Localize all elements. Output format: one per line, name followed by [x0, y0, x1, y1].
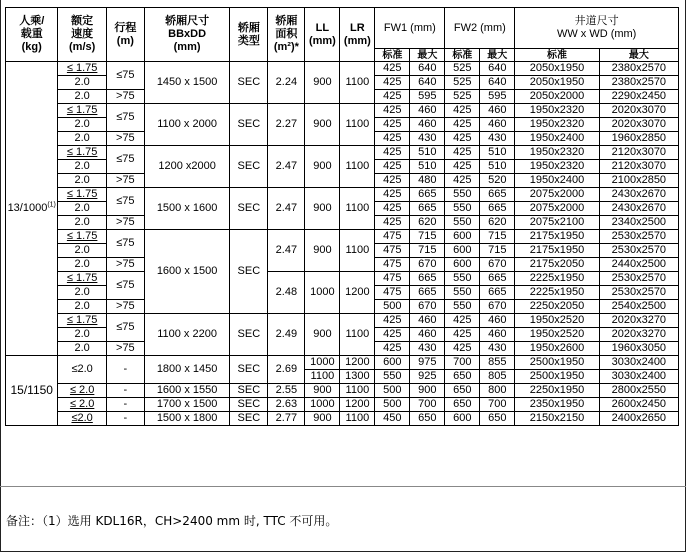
fw2-max-cell: 430 [480, 132, 515, 146]
car-type-cell: SEC [230, 230, 268, 314]
fw2-max-cell: 510 [480, 146, 515, 160]
header-load: 人乘/ 载重 (kg) [6, 8, 58, 62]
ll-cell: 900 [305, 62, 340, 104]
fw1-std-cell: 425 [375, 104, 410, 118]
fw2-std-cell: 550 [445, 216, 480, 230]
load-cell [6, 62, 58, 356]
header-fw1-std: 标准 [375, 49, 410, 62]
ww-std-cell: 2175x2050 [515, 258, 599, 272]
fw2-std-cell: 425 [445, 342, 480, 356]
ww-max-cell: 2380x2570 [599, 76, 678, 90]
fw1-max-cell: 665 [410, 202, 445, 216]
fw1-max-cell: 510 [410, 160, 445, 174]
ww-std-cell: 2075x2000 [515, 188, 599, 202]
speed-cell: ≤ 2.0 [58, 398, 106, 412]
car-area-cell: 2.77 [268, 412, 305, 426]
fw1-std-cell: 425 [375, 146, 410, 160]
travel-cell: >75 [106, 90, 144, 104]
travel-cell: >75 [106, 342, 144, 356]
fw1-max-cell: 640 [410, 76, 445, 90]
fw2-max-cell: 715 [480, 230, 515, 244]
speed-cell: ≤ 1.75 [58, 62, 106, 76]
fw1-std-cell: 450 [375, 412, 410, 426]
ww-std-cell: 2250x1950 [515, 384, 599, 398]
fw2-max-cell: 460 [480, 314, 515, 328]
speed-cell: 2.0 [58, 216, 106, 230]
fw1-max-cell: 650 [410, 412, 445, 426]
car-type-cell: SEC [230, 62, 268, 104]
fw2-max-cell: 640 [480, 76, 515, 90]
fw2-std-cell: 600 [445, 412, 480, 426]
fw2-max-cell: 800 [480, 384, 515, 398]
ll-cell: 900 [305, 412, 340, 426]
fw1-max-cell: 460 [410, 314, 445, 328]
ww-max-cell: 2020x3270 [599, 314, 678, 328]
table-row [6, 62, 679, 76]
header-ww-std: 标准 [515, 49, 599, 62]
ww-std-cell: 1950x2520 [515, 314, 599, 328]
ww-std-cell: 2175x1950 [515, 244, 599, 258]
load-footnote-mark: (1) [47, 201, 56, 209]
table-row [6, 412, 679, 426]
ll-cell: 900 [305, 314, 340, 356]
ww-max-cell: 2120x3070 [599, 146, 678, 160]
lr-cell: 1200 [340, 398, 375, 412]
fw2-max-cell: 665 [480, 202, 515, 216]
car-area-cell: 2.69 [268, 356, 305, 384]
fw2-max-cell: 715 [480, 244, 515, 258]
elevator-spec-table [5, 7, 679, 426]
fw2-max-cell: 665 [480, 188, 515, 202]
car-size-cell: 1500 x 1600 [144, 188, 229, 230]
ww-std-cell: 1950x2320 [515, 118, 599, 132]
travel-cell: ≤75 [106, 104, 144, 132]
ww-std-cell: 2075x2000 [515, 202, 599, 216]
fw2-std-cell: 600 [445, 258, 480, 272]
speed-cell: ≤2.0 [58, 412, 106, 426]
ll-cell: 1000 [305, 356, 340, 370]
lr-cell: 1100 [340, 384, 375, 398]
ww-max-cell: 2540x2500 [599, 300, 678, 314]
ww-std-cell: 2050x2000 [515, 90, 599, 104]
header-fw2-max: 最大 [480, 49, 515, 62]
ww-std-cell: 1950x2320 [515, 146, 599, 160]
ww-max-cell: 2340x2500 [599, 216, 678, 230]
car-size-cell: 1200 x2000 [144, 146, 229, 188]
ww-max-cell: 2020x3070 [599, 118, 678, 132]
ww-max-cell: 2600x2450 [599, 398, 678, 412]
ww-max-cell: 2440x2500 [599, 258, 678, 272]
fw1-std-cell: 500 [375, 384, 410, 398]
fw1-max-cell: 665 [410, 286, 445, 300]
table-row [6, 230, 679, 244]
car-area-cell: 2.47 [268, 230, 305, 272]
fw2-max-cell: 520 [480, 174, 515, 188]
fw1-std-cell: 425 [375, 90, 410, 104]
ww-max-cell: 3030x2400 [599, 356, 678, 370]
ww-max-cell: 1960x3050 [599, 342, 678, 356]
fw2-max-cell: 640 [480, 62, 515, 76]
lr-cell: 1200 [340, 272, 375, 314]
fw1-std-cell: 475 [375, 258, 410, 272]
fw2-std-cell: 550 [445, 300, 480, 314]
travel-cell: ≤75 [106, 62, 144, 90]
car-type-cell: SEC [230, 146, 268, 188]
fw1-max-cell: 460 [410, 118, 445, 132]
ww-max-cell: 2380x2570 [599, 62, 678, 76]
fw1-std-cell: 475 [375, 286, 410, 300]
fw1-max-cell: 975 [410, 356, 445, 370]
speed-cell: 2.0 [58, 174, 106, 188]
fw1-std-cell: 425 [375, 188, 410, 202]
car-type-cell: SEC [230, 412, 268, 426]
car-size-cell: 1700 x 1500 [144, 398, 229, 412]
fw1-max-cell: 510 [410, 146, 445, 160]
header-ll: LL (mm) [305, 8, 340, 62]
travel-cell: ≤75 [106, 314, 144, 342]
speed-cell: ≤ 1.75 [58, 104, 106, 118]
fw1-max-cell: 460 [410, 328, 445, 342]
car-size-cell: 1600 x 1500 [144, 230, 229, 314]
header-speed: 额定 速度 (m/s) [58, 8, 106, 62]
fw2-std-cell: 650 [445, 398, 480, 412]
header-ww-max: 最大 [599, 49, 678, 62]
travel-cell: ≤75 [106, 188, 144, 216]
header-fw1: FW1 (mm) [375, 8, 445, 49]
footnote: 备注：（1）选用 KDL16R，CH>2400 mm 时, TTC 不可用。 [6, 514, 338, 528]
fw2-max-cell: 460 [480, 118, 515, 132]
header-car-size: 轿厢尺寸 BBxDD (mm) [144, 8, 229, 62]
fw2-std-cell: 600 [445, 244, 480, 258]
car-type-cell: SEC [230, 356, 268, 384]
travel-cell: ≤75 [106, 272, 144, 300]
fw2-max-cell: 670 [480, 300, 515, 314]
fw1-std-cell: 425 [375, 202, 410, 216]
lr-cell: 1100 [340, 104, 375, 146]
speed-cell: 2.0 [58, 300, 106, 314]
fw2-std-cell: 425 [445, 132, 480, 146]
travel-cell: ≤75 [106, 230, 144, 258]
speed-cell: 2.0 [58, 258, 106, 272]
header-fw1-max: 最大 [410, 49, 445, 62]
ww-max-cell: 2430x2670 [599, 188, 678, 202]
speed-cell: 2.0 [58, 286, 106, 300]
car-area-cell: 2.55 [268, 384, 305, 398]
table-row [6, 104, 679, 118]
travel-cell: >75 [106, 300, 144, 314]
travel-cell: ≤75 [106, 146, 144, 174]
fw2-max-cell: 460 [480, 104, 515, 118]
fw1-std-cell: 475 [375, 230, 410, 244]
ww-max-cell: 3030x2400 [599, 370, 678, 384]
fw1-std-cell: 425 [375, 76, 410, 90]
fw2-std-cell: 650 [445, 384, 480, 398]
fw1-max-cell: 595 [410, 90, 445, 104]
fw2-max-cell: 855 [480, 356, 515, 370]
fw1-std-cell: 425 [375, 62, 410, 76]
fw2-std-cell: 425 [445, 174, 480, 188]
table-row [6, 398, 679, 412]
travel-cell: >75 [106, 216, 144, 230]
fw2-std-cell: 425 [445, 328, 480, 342]
ww-std-cell: 2150x2150 [515, 412, 599, 426]
lr-cell: 1100 [340, 146, 375, 188]
speed-cell: 2.0 [58, 244, 106, 258]
load-cell: 15/1150 [6, 356, 58, 426]
fw1-max-cell: 715 [410, 230, 445, 244]
ww-std-cell: 1950x2400 [515, 174, 599, 188]
ll-cell: 900 [305, 384, 340, 398]
ww-std-cell: 2350x1950 [515, 398, 599, 412]
ww-std-cell: 1950x2320 [515, 104, 599, 118]
fw2-max-cell: 430 [480, 342, 515, 356]
table-row [6, 146, 679, 160]
travel-cell: >75 [106, 258, 144, 272]
load-value: 13/1000 [7, 202, 48, 214]
speed-cell: 2.0 [58, 328, 106, 342]
travel-cell: >75 [106, 174, 144, 188]
car-size-cell: 1100 x 2000 [144, 104, 229, 146]
car-size-cell: 1600 x 1550 [144, 384, 229, 398]
ww-max-cell: 2800x2550 [599, 384, 678, 398]
fw1-std-cell: 425 [375, 118, 410, 132]
car-type-cell: SEC [230, 384, 268, 398]
ww-max-cell: 1960x2850 [599, 132, 678, 146]
fw2-std-cell: 700 [445, 356, 480, 370]
ww-std-cell: 2225x1950 [515, 286, 599, 300]
speed-cell: 2.0 [58, 76, 106, 90]
speed-cell: 2.0 [58, 132, 106, 146]
ww-max-cell: 2020x3070 [599, 104, 678, 118]
ll-cell: 900 [305, 146, 340, 188]
fw2-std-cell: 525 [445, 90, 480, 104]
fw1-std-cell: 425 [375, 174, 410, 188]
lr-cell: 1200 [340, 356, 375, 370]
ww-std-cell: 1950x2600 [515, 342, 599, 356]
ww-std-cell: 1950x2520 [515, 328, 599, 342]
fw1-max-cell: 925 [410, 370, 445, 384]
fw1-std-cell: 600 [375, 356, 410, 370]
table-row [6, 384, 679, 398]
ww-std-cell: 2050x1950 [515, 62, 599, 76]
speed-cell: ≤2.0 [58, 356, 106, 384]
car-area-cell: 2.47 [268, 188, 305, 230]
fw1-std-cell: 500 [375, 300, 410, 314]
footer-divider [0, 486, 686, 487]
fw2-std-cell: 425 [445, 160, 480, 174]
ll-cell: 1000 [305, 398, 340, 412]
speed-cell: 2.0 [58, 202, 106, 216]
car-area-cell: 2.48 [268, 272, 305, 314]
fw1-std-cell: 425 [375, 328, 410, 342]
fw1-max-cell: 665 [410, 272, 445, 286]
header-car-area: 轿厢 面积 (m²)* [268, 8, 305, 62]
car-type-cell: SEC [230, 104, 268, 146]
car-area-cell: 2.27 [268, 104, 305, 146]
speed-cell: ≤ 1.75 [58, 188, 106, 202]
header-travel: 行程 (m) [106, 8, 144, 62]
header-car-type: 轿厢 类型 [230, 8, 268, 62]
fw2-max-cell: 595 [480, 90, 515, 104]
ww-std-cell: 2225x1950 [515, 272, 599, 286]
fw1-std-cell: 425 [375, 342, 410, 356]
car-area-cell: 2.24 [268, 62, 305, 104]
ww-max-cell: 2530x2570 [599, 244, 678, 258]
fw1-std-cell: 425 [375, 314, 410, 328]
travel-cell: - [106, 384, 144, 398]
fw2-std-cell: 525 [445, 76, 480, 90]
fw1-max-cell: 900 [410, 384, 445, 398]
table-body [6, 62, 679, 426]
car-area-cell: 2.47 [268, 146, 305, 188]
car-size-cell: 1100 x 2200 [144, 314, 229, 356]
ww-max-cell: 2530x2570 [599, 230, 678, 244]
fw2-max-cell: 460 [480, 328, 515, 342]
car-type-cell: SEC [230, 398, 268, 412]
speed-cell: ≤ 1.75 [58, 272, 106, 286]
fw1-max-cell: 430 [410, 342, 445, 356]
fw2-max-cell: 665 [480, 286, 515, 300]
car-area-cell: 2.63 [268, 398, 305, 412]
car-size-cell: 1450 x 1500 [144, 62, 229, 104]
ww-std-cell: 2500x1950 [515, 370, 599, 384]
header-lr: LR (mm) [340, 8, 375, 62]
header-fw2: FW2 (mm) [445, 8, 515, 49]
fw1-max-cell: 670 [410, 300, 445, 314]
ll-cell: 900 [305, 104, 340, 146]
fw2-std-cell: 425 [445, 146, 480, 160]
car-size-cell: 1800 x 1450 [144, 356, 229, 384]
fw1-max-cell: 665 [410, 188, 445, 202]
table-row [6, 272, 679, 286]
speed-cell: 2.0 [58, 90, 106, 104]
fw1-std-cell: 425 [375, 160, 410, 174]
ww-std-cell: 2050x1950 [515, 76, 599, 90]
ll-cell: 1000 [305, 272, 340, 314]
ww-max-cell: 2100x2850 [599, 174, 678, 188]
fw2-std-cell: 425 [445, 118, 480, 132]
ww-max-cell: 2290x2450 [599, 90, 678, 104]
ww-max-cell: 2530x2570 [599, 272, 678, 286]
ww-std-cell: 2250x2050 [515, 300, 599, 314]
speed-cell: 2.0 [58, 160, 106, 174]
ww-max-cell: 2120x3070 [599, 160, 678, 174]
fw2-std-cell: 550 [445, 188, 480, 202]
lr-cell: 1100 [340, 314, 375, 356]
fw2-std-cell: 550 [445, 202, 480, 216]
car-type-cell: SEC [230, 314, 268, 356]
ww-max-cell: 2020x3270 [599, 328, 678, 342]
fw1-std-cell: 550 [375, 370, 410, 384]
fw1-max-cell: 640 [410, 62, 445, 76]
fw2-std-cell: 650 [445, 370, 480, 384]
fw2-std-cell: 550 [445, 286, 480, 300]
lr-cell: 1100 [340, 188, 375, 230]
ll-cell: 900 [305, 230, 340, 272]
fw2-std-cell: 525 [445, 62, 480, 76]
fw1-std-cell: 425 [375, 216, 410, 230]
fw2-max-cell: 650 [480, 412, 515, 426]
header-fw2-std: 标准 [445, 49, 480, 62]
ww-max-cell: 2430x2670 [599, 202, 678, 216]
travel-cell: - [106, 412, 144, 426]
travel-cell: >75 [106, 132, 144, 146]
header-shaft: 井道尺寸 WW x WD (mm) [515, 8, 679, 49]
fw1-std-cell: 425 [375, 132, 410, 146]
fw1-std-cell: 475 [375, 272, 410, 286]
table-row [6, 188, 679, 202]
car-size-cell: 1500 x 1800 [144, 412, 229, 426]
ww-std-cell: 2075x2100 [515, 216, 599, 230]
fw1-max-cell: 700 [410, 398, 445, 412]
ww-std-cell: 1950x2320 [515, 160, 599, 174]
speed-cell: ≤ 2.0 [58, 384, 106, 398]
speed-cell: ≤ 1.75 [58, 146, 106, 160]
fw1-max-cell: 670 [410, 258, 445, 272]
travel-cell: - [106, 398, 144, 412]
fw1-std-cell: 475 [375, 244, 410, 258]
fw1-std-cell: 500 [375, 398, 410, 412]
speed-cell: ≤ 1.75 [58, 314, 106, 328]
table-row [6, 356, 679, 370]
lr-cell: 1100 [340, 62, 375, 104]
fw2-max-cell: 620 [480, 216, 515, 230]
fw2-max-cell: 670 [480, 258, 515, 272]
speed-cell: 2.0 [58, 342, 106, 356]
lr-cell: 1100 [340, 230, 375, 272]
fw1-max-cell: 460 [410, 104, 445, 118]
table-row [6, 314, 679, 328]
car-type-cell: SEC [230, 188, 268, 230]
car-area-cell: 2.49 [268, 314, 305, 356]
speed-cell: 2.0 [58, 118, 106, 132]
fw1-max-cell: 620 [410, 216, 445, 230]
ww-max-cell: 2530x2570 [599, 286, 678, 300]
fw2-max-cell: 805 [480, 370, 515, 384]
lr-cell: 1300 [340, 370, 375, 384]
fw2-std-cell: 600 [445, 230, 480, 244]
ww-max-cell: 2400x2650 [599, 412, 678, 426]
fw2-std-cell: 425 [445, 104, 480, 118]
fw2-max-cell: 700 [480, 398, 515, 412]
lr-cell: 1100 [340, 412, 375, 426]
fw1-max-cell: 715 [410, 244, 445, 258]
fw2-max-cell: 665 [480, 272, 515, 286]
ll-cell: 900 [305, 188, 340, 230]
ll-cell: 1100 [305, 370, 340, 384]
speed-cell: ≤ 1.75 [58, 230, 106, 244]
fw2-std-cell: 425 [445, 314, 480, 328]
ww-std-cell: 2175x1950 [515, 230, 599, 244]
fw1-max-cell: 480 [410, 174, 445, 188]
fw2-max-cell: 510 [480, 160, 515, 174]
fw2-std-cell: 550 [445, 272, 480, 286]
travel-cell: - [106, 356, 144, 384]
ww-std-cell: 1950x2400 [515, 132, 599, 146]
fw1-max-cell: 430 [410, 132, 445, 146]
ww-std-cell: 2500x1950 [515, 356, 599, 370]
